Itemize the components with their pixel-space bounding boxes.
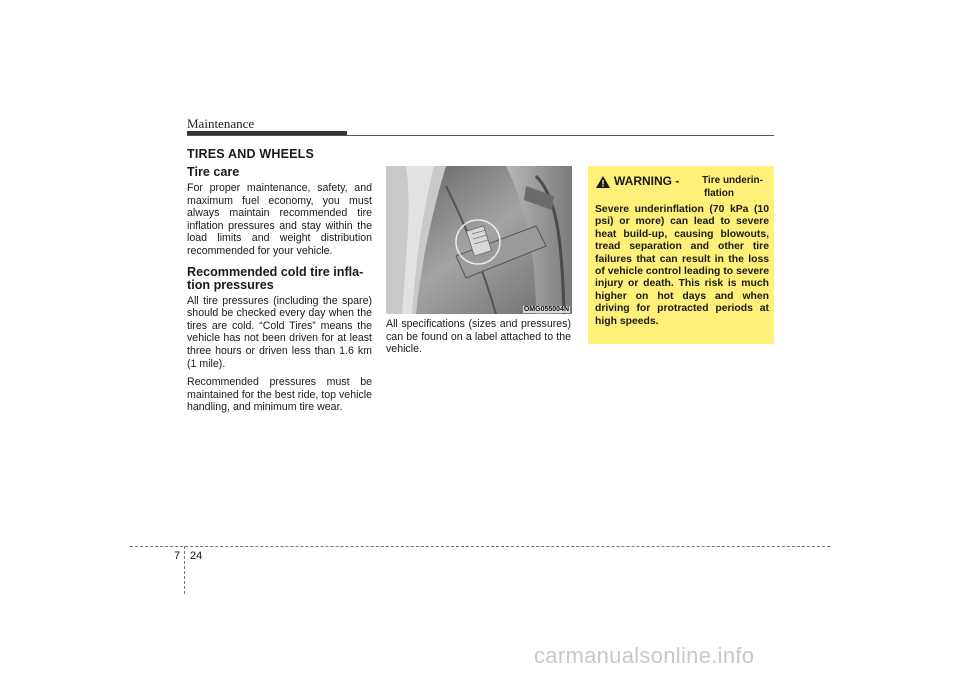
door-label-photo bbox=[386, 166, 572, 314]
warning-triangle-icon bbox=[596, 176, 610, 188]
cold-pressures-para2: Recommended pressures must be maintained for the best ride, top vehicle handling, and minimum tire wear. bbox=[187, 376, 372, 414]
door-jamb-illustration bbox=[386, 166, 572, 314]
cold-pressures-para1: All tire pressures (including the spare) should be checked every day when the tires are cold. “Cold Tires” means the vehicle has not been driven for at least three hours or driven less than 1.6 km (1 mile). bbox=[187, 294, 372, 370]
tire-care-heading: Tire care bbox=[187, 165, 240, 179]
tire-care-body: For proper maintenance, safety, and maximum fuel economy, you must always maintain recommended tire inflation pressures and stay within the load limits and weight distribution recommended for your vehicle. bbox=[187, 182, 372, 257]
warning-box bbox=[588, 166, 774, 344]
running-header: Maintenance bbox=[187, 116, 255, 131]
warning-body: Severe underinflation (70 kPa (10 psi) or more) can lead to severe heat build-up, causing blowouts, tread separation and other tire failures that can result in the loss of vehicle control leading to severe injury or death. This risk is much higher on hot days and when driving for protracted periods at high speeds. bbox=[595, 204, 769, 327]
warning-subtitle-line1: Tire underin- bbox=[702, 175, 763, 186]
figure-caption: All specifications (sizes and pressures) can be found on a label attached to the vehicle. bbox=[386, 318, 571, 356]
cold-pressures-heading bbox=[187, 266, 372, 292]
warning-title: WARNING - bbox=[614, 174, 680, 188]
cold-pressures-heading-line2: tion pressures bbox=[187, 277, 274, 292]
footer-divider bbox=[184, 546, 185, 594]
header-rule bbox=[187, 135, 774, 136]
cold-pressures-heading-line1: Recommended cold tire infla- bbox=[187, 264, 364, 279]
figure-code: OMG055004N bbox=[523, 306, 569, 313]
section-title: TIRES AND WHEELS bbox=[187, 147, 315, 161]
chapter-number: 7 bbox=[174, 550, 181, 562]
warning-subtitle-line2: flation bbox=[704, 188, 734, 199]
page-number: 24 bbox=[190, 550, 203, 562]
footer-rule bbox=[130, 546, 830, 547]
column-left bbox=[187, 166, 372, 420]
watermark: carmanualsonline.info bbox=[534, 643, 755, 668]
